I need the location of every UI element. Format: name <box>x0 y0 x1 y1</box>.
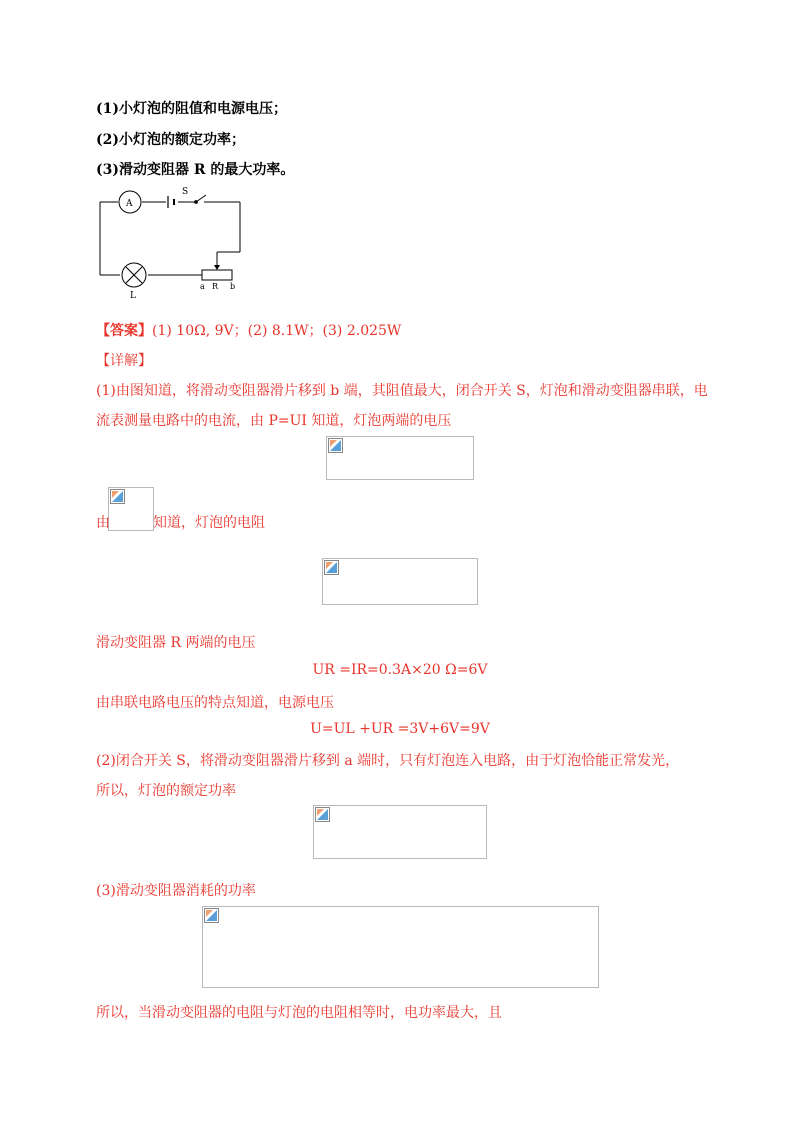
switch-label: S <box>182 187 189 197</box>
formula-image-placeholder <box>202 906 599 988</box>
detail-tag: 【详解】 <box>96 353 152 369</box>
broken-image-icon <box>328 438 343 453</box>
broken-image-icon <box>324 560 339 575</box>
lamp-label: L <box>130 291 136 300</box>
formula-image-placeholder <box>108 487 154 531</box>
rheostat-symbol <box>202 270 232 280</box>
answer-line <box>96 320 401 340</box>
para-5-line-2: 所以，灯泡的额定功率 <box>96 783 236 799</box>
rheostat-r-label: R <box>212 282 219 291</box>
question-1: (1)小灯泡的阻值和电源电压； <box>96 101 287 117</box>
broken-image-icon <box>110 489 125 504</box>
answer-tag: 【答案】 <box>96 323 152 339</box>
para-7: 所以，当滑动变阻器的电阻与灯泡的电阻相等时，电功率最大，且 <box>96 1005 502 1021</box>
para-6: (3)滑动变阻器消耗的功率 <box>96 883 256 899</box>
answer-text: (1) 10Ω, 9V；(2) 8.1W；(3) 2.025W <box>152 323 402 339</box>
circuit-diagram <box>90 182 250 300</box>
broken-image-icon <box>204 908 219 923</box>
para-5-line-1: (2)闭合开关 S，将滑动变阻器滑片移到 a 端时，只有灯泡连入电路，由于灯泡恰能正常发光， <box>96 753 680 769</box>
formula-image-placeholder <box>313 805 487 859</box>
broken-image-icon <box>315 807 330 822</box>
para-2-prefix: 由 <box>96 515 110 531</box>
formula-image-placeholder <box>322 558 478 605</box>
para-2-rest: 知道，灯泡的电阻 <box>153 515 265 531</box>
equation-u: U=UL +UR =3V+6V=9V <box>310 721 490 737</box>
para-4: 由串联电路电压的特点知道，电源电压 <box>96 695 334 711</box>
question-2: (2)小灯泡的额定功率； <box>96 132 245 148</box>
rheostat-a-label: a <box>200 282 205 291</box>
para-1-line-1: (1)由图知道，将滑动变阻器滑片移到 b 端，其阻值最大，闭合开关 S，灯泡和滑动变阻器串联，电 <box>96 383 708 399</box>
para-1-line-2: 流表测量电路中的电流，由 P=UI 知道，灯泡两端的电压 <box>96 413 452 429</box>
para-3: 滑动变阻器 R 两端的电压 <box>96 635 256 651</box>
question-3: (3)滑动变阻器 R 的最大功率。 <box>96 162 295 178</box>
ammeter-label: A <box>126 199 133 209</box>
formula-image-placeholder <box>326 436 474 480</box>
equation-ur: UR =IR=0.3A×20 Ω=6V <box>312 662 488 678</box>
rheostat-b-label: b <box>230 282 236 291</box>
